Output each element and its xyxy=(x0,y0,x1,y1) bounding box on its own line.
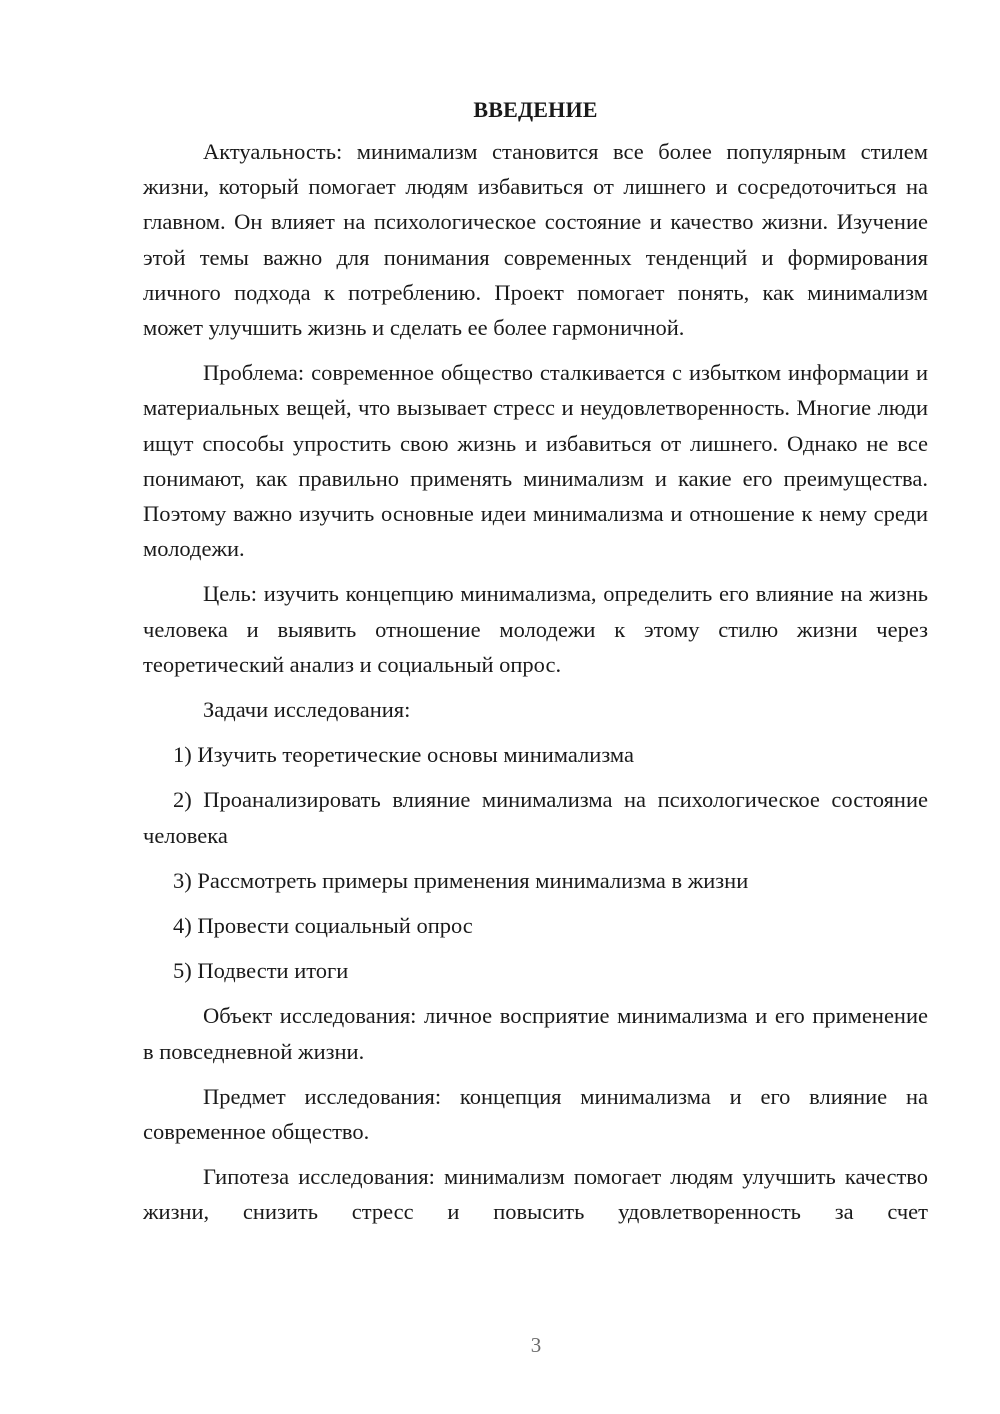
task-item-3: 3) Рассмотреть примеры применения минимализма в жизни xyxy=(173,867,749,893)
paragraph-subject: Предмет исследования: концепция минимализма и его влияние на современное общество. xyxy=(143,1083,928,1145)
paragraph-goal: Цель: изучить концепцию минимализма, определить его влияние на жизнь человека и выявить отношение молодежи к этому стилю жизни через теоретический анализ и социальный опрос. xyxy=(143,581,928,677)
task-item-2: 2) Проанализировать влияние минимализма на психологическое состояние человека xyxy=(143,787,928,848)
task-item-5: 5) Подвести итоги xyxy=(173,958,349,984)
document-page xyxy=(143,94,928,1240)
paragraph-hypothesis: Гипотеза исследования: минимализм помогает людям улучшить качество жизни, снизить стресс и повысить удовлетворенность за счет xyxy=(143,1164,928,1225)
task-item-4: 4) Провести социальный опрос xyxy=(173,913,473,939)
paragraph-relevance: Актуальность: минимализм становится все более популярным стилем жизни, который помогает людям избавиться от лишнего и сосредоточиться на главном. Он влияет на психологическое состояние и качество жизни. Изучение этой темы важно для понимания современных тенденций и формирования личного подхода к потреблению. Проект помогает понять, как минимализм может улучшить жизнь и сделать ее более гармоничной. xyxy=(143,139,928,341)
paragraph-problem: Проблема: современное общество сталкивается с избытком информации и материальных вещей, что вызывает стресс и неудовлетворенность. Многие люди ищут способы упростить свою жизнь и избавиться от лишнего. Однако не все понимают, как правильно применять минимализм и какие его преимущества. Поэтому важно изучить основные идеи минимализма и отношение к нему среди молодежи. xyxy=(143,360,928,562)
paragraph-object: Объект исследования: личное восприятие минимализма и его применение в повседневной жизни. xyxy=(143,1003,928,1064)
task-item-1: 1) Изучить теоретические основы минимализма xyxy=(173,742,634,768)
page-title: ВВЕДЕНИЕ xyxy=(473,97,598,122)
page-number: 3 xyxy=(530,1333,542,1357)
tasks-heading: Задачи исследования: xyxy=(203,697,411,723)
